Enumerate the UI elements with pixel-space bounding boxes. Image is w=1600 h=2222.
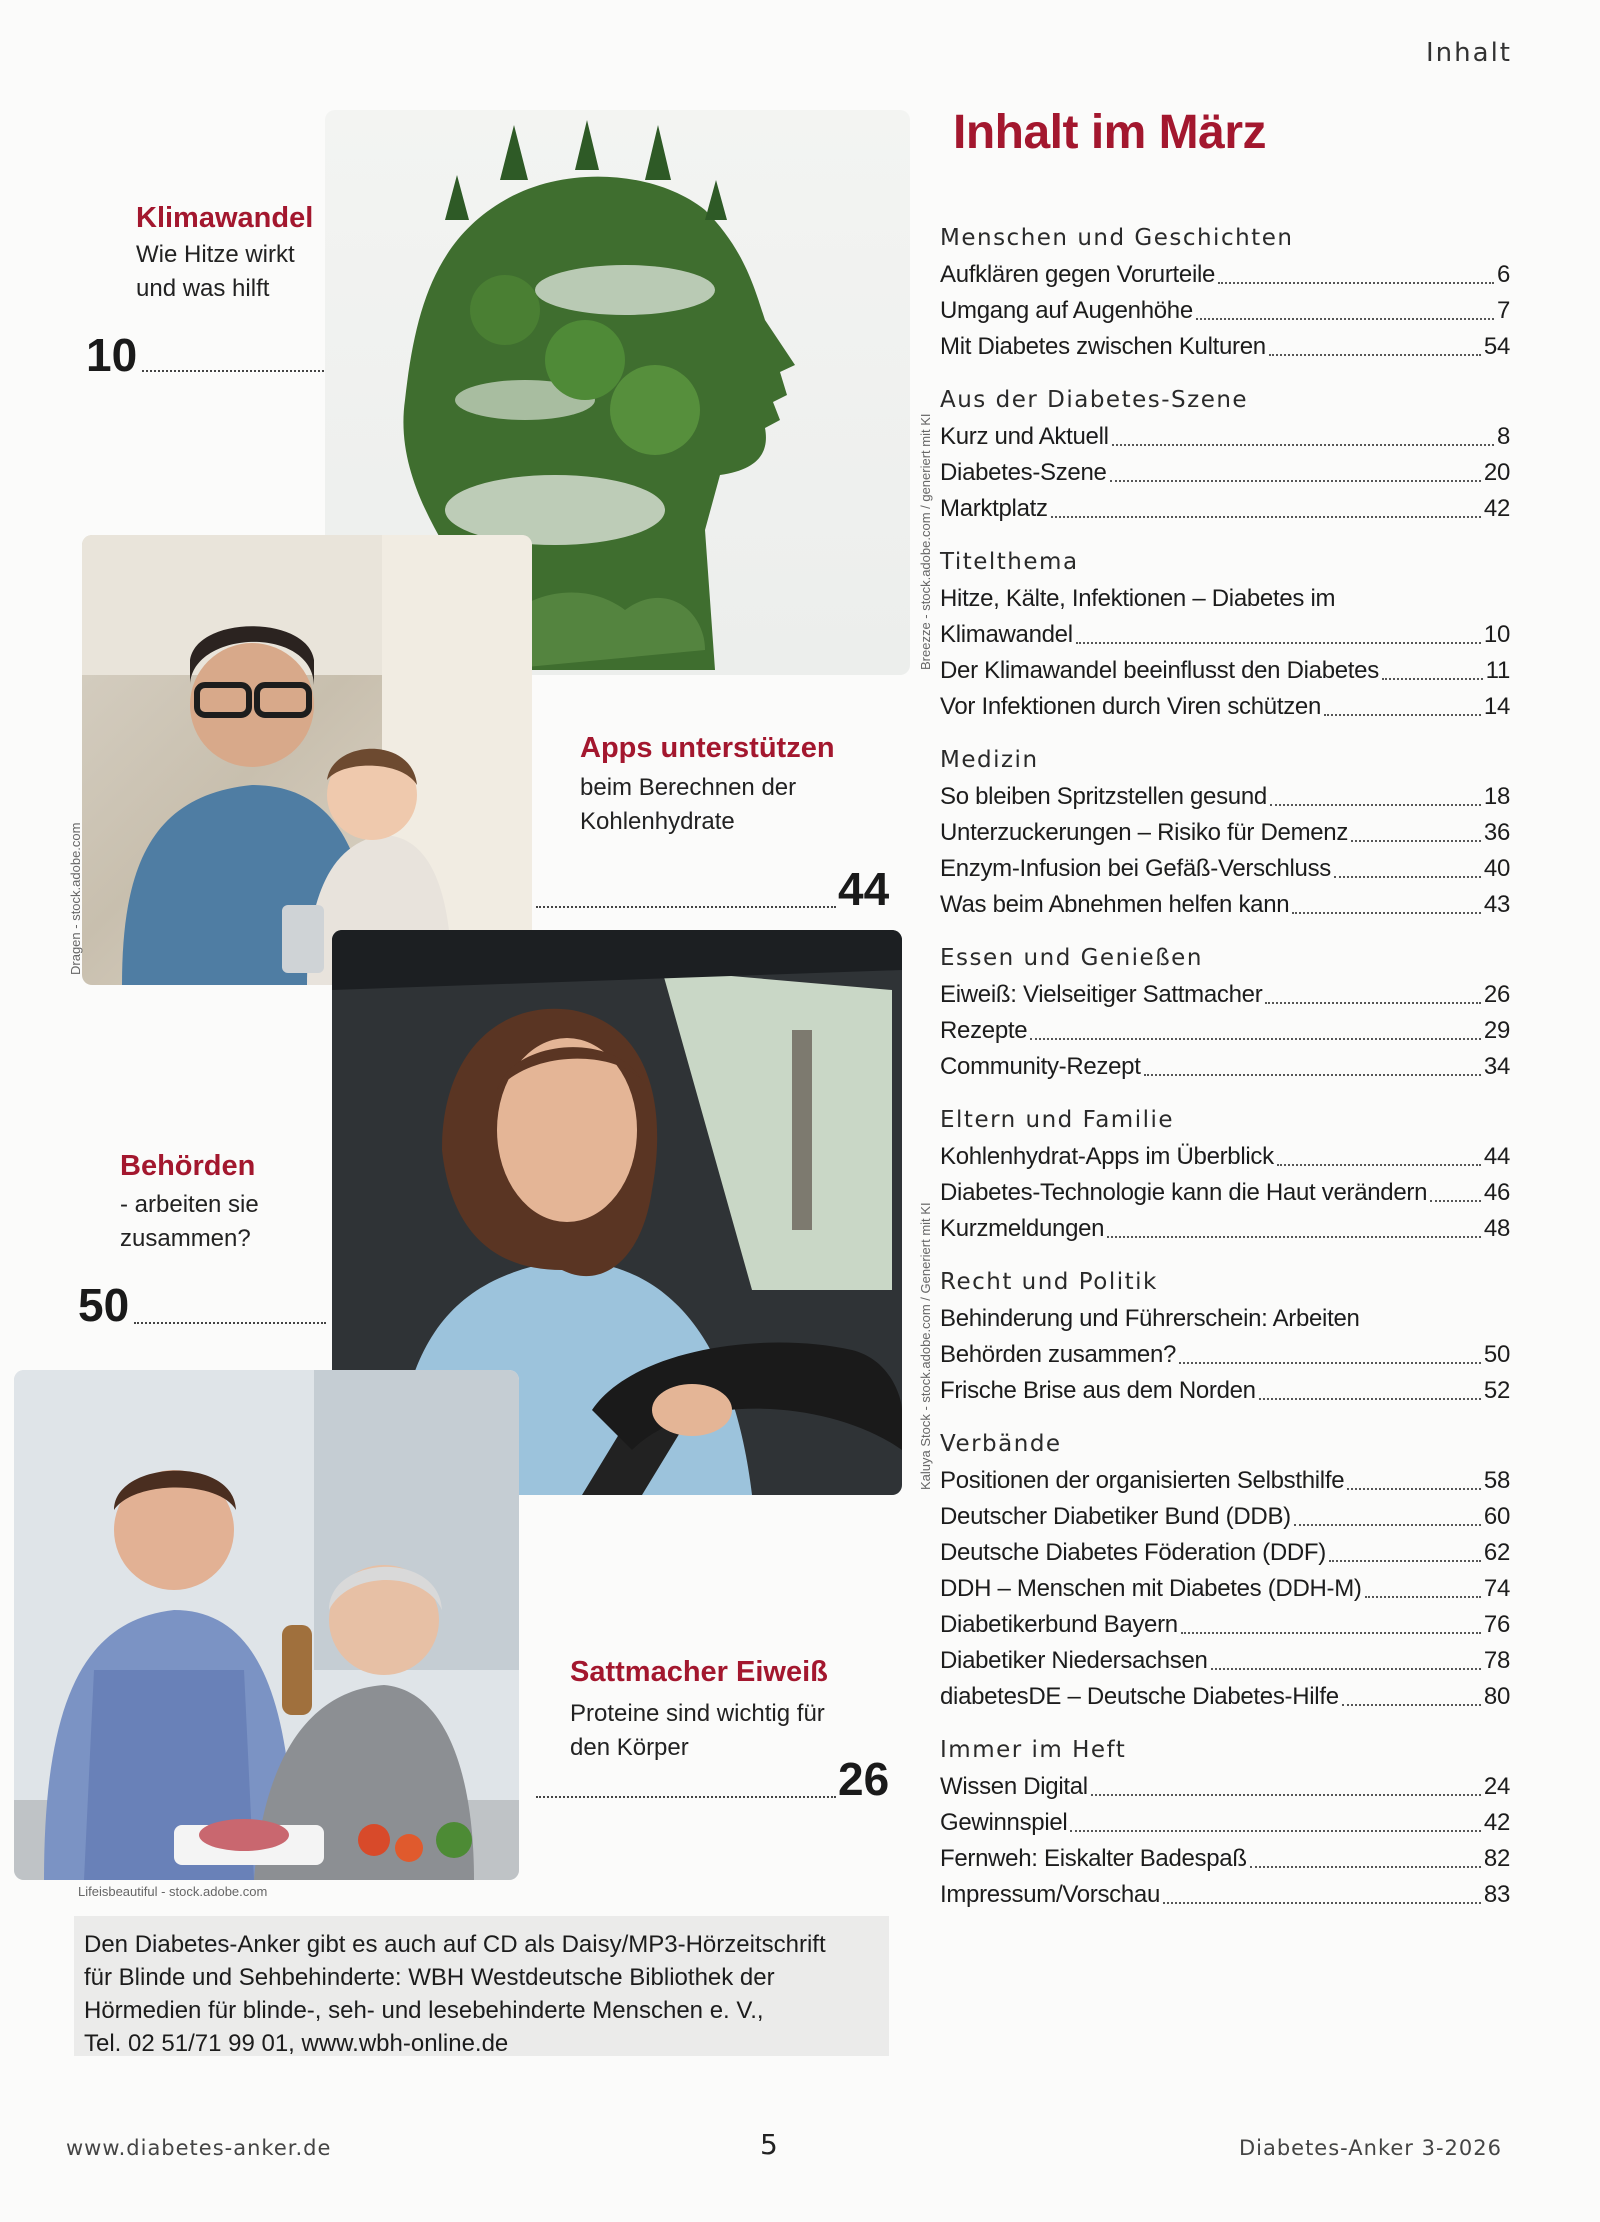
toc-entry-page: 78	[1483, 1647, 1510, 1674]
toc-entry[interactable]	[940, 1679, 1510, 1715]
toc-entry-page: 82	[1483, 1845, 1510, 1872]
toc-entry-page: 26	[1483, 981, 1510, 1008]
audio-edition-info-box	[74, 1916, 889, 2056]
info-line-4: Tel. 02 51/71 99 01, www.wbh-online.de	[84, 2030, 509, 2057]
toc-entry[interactable]	[940, 1535, 1510, 1571]
toc-entry-title: Rezepte	[940, 1017, 1028, 1044]
toc-section-heading: Titelthema	[940, 549, 1079, 575]
toc-entry-page: 11	[1485, 657, 1510, 684]
table-of-contents	[940, 225, 1510, 1935]
toc-entry-page: 8	[1496, 423, 1510, 450]
teaser-apps-line2: Kohlenhydrate	[580, 808, 735, 835]
toc-entry-page: 54	[1483, 333, 1510, 360]
toc-entry[interactable]	[940, 1841, 1510, 1877]
toc-dot-leader	[1347, 1488, 1481, 1490]
toc-entry[interactable]	[940, 851, 1510, 887]
father-photo-credit: Dragen - stock.adobe.com	[68, 822, 83, 975]
toc-dot-leader	[1196, 318, 1494, 320]
toc-dot-leader	[1329, 1560, 1481, 1562]
toc-dot-leader	[1365, 1596, 1481, 1598]
toc-entry[interactable]	[940, 1499, 1510, 1535]
toc-dot-leader	[1179, 1362, 1481, 1364]
toc-entry-title: Was beim Abnehmen helfen kann	[940, 891, 1290, 918]
toc-entry-title: Behinderung und Führerschein: Arbeiten	[940, 1305, 1360, 1332]
toc-entry[interactable]	[940, 1373, 1510, 1409]
cooking-photo	[14, 1370, 519, 1880]
toc-entry-title: DDH – Menschen mit Diabetes (DDH-M)	[940, 1575, 1362, 1602]
teaser-behoerden-page[interactable]: 50	[78, 1279, 130, 1331]
toc-section	[940, 747, 1510, 923]
toc-entry[interactable]	[940, 1175, 1510, 1211]
toc-entry-page: 29	[1483, 1017, 1510, 1044]
toc-dot-leader	[1382, 678, 1483, 680]
toc-entry[interactable]	[940, 491, 1510, 527]
toc-entry[interactable]	[940, 1805, 1510, 1841]
toc-entry[interactable]	[940, 1607, 1510, 1643]
toc-entry-page: 50	[1483, 1341, 1510, 1368]
toc-entry-title: Kohlenhydrat-Apps im Überblick	[940, 1143, 1274, 1170]
toc-entry-title: Frische Brise aus dem Norden	[940, 1377, 1256, 1404]
toc-dot-leader	[1110, 480, 1481, 482]
toc-entry-page: 43	[1483, 891, 1510, 918]
toc-section	[940, 1107, 1510, 1247]
toc-dot-leader	[1051, 516, 1481, 518]
toc-dot-leader	[1250, 1866, 1481, 1868]
toc-section-heading: Eltern und Familie	[940, 1107, 1175, 1133]
toc-dot-leader	[1324, 714, 1481, 716]
toc-entry[interactable]	[940, 419, 1510, 455]
toc-entry-title: Kurzmeldungen	[940, 1215, 1105, 1242]
teaser-eiweiss-line1: Proteine sind wichtig für	[570, 1700, 825, 1727]
toc-section	[940, 1737, 1510, 1913]
toc-entry-title: Umgang auf Augenhöhe	[940, 297, 1193, 324]
toc-dot-leader	[1211, 1668, 1481, 1670]
toc-entry-page: 10	[1483, 621, 1510, 648]
toc-entry-page: 74	[1483, 1575, 1510, 1602]
toc-dot-leader	[1107, 1236, 1481, 1238]
toc-section-heading: Medizin	[940, 747, 1039, 773]
toc-section-heading: Verbände	[940, 1431, 1062, 1457]
toc-entry[interactable]	[940, 329, 1510, 365]
toc-section	[940, 387, 1510, 527]
toc-entry-page: 58	[1483, 1467, 1510, 1494]
toc-entry-page: 46	[1483, 1179, 1510, 1206]
toc-entry-title: Enzym-Infusion bei Gefäß-Verschluss	[940, 855, 1331, 882]
toc-entry[interactable]	[940, 689, 1510, 725]
toc-entry-title: Community-Rezept	[940, 1053, 1141, 1080]
toc-entry-title: Kurz und Aktuell	[940, 423, 1109, 450]
toc-entry-page: 80	[1483, 1683, 1510, 1710]
teaser-behoerden-line2: zusammen?	[120, 1225, 251, 1252]
toc-entry-page: 60	[1483, 1503, 1510, 1530]
toc-entry-page: 76	[1483, 1611, 1510, 1638]
teaser-apps-page[interactable]: 44	[838, 863, 890, 915]
toc-dot-leader	[1277, 1164, 1481, 1166]
toc-entry[interactable]	[940, 1571, 1510, 1607]
toc-entry-page: 34	[1483, 1053, 1510, 1080]
teaser-klima-line1: Wie Hitze wirkt	[136, 241, 295, 268]
toc-section	[940, 225, 1510, 365]
toc-title: Inhalt im März	[953, 106, 1267, 159]
toc-entry[interactable]	[940, 1139, 1510, 1175]
toc-dot-leader	[1181, 1632, 1481, 1634]
toc-dot-leader	[1076, 642, 1481, 644]
toc-entry[interactable]	[940, 653, 1510, 689]
toc-entry-page: 62	[1483, 1539, 1510, 1566]
toc-entry-page: 44	[1483, 1143, 1510, 1170]
toc-entry-page: 20	[1483, 459, 1510, 486]
father-daughter-illustration	[82, 535, 532, 985]
toc-entry-title: Deutsche Diabetes Föderation (DDF)	[940, 1539, 1326, 1566]
cooking-illustration	[14, 1370, 519, 1880]
toc-entry-title: Deutscher Diabetiker Bund (DDB)	[940, 1503, 1291, 1530]
teaser-apps-line1: beim Berechnen der	[580, 774, 797, 801]
toc-dot-leader	[1351, 840, 1481, 842]
toc-entry-page: 83	[1483, 1881, 1510, 1908]
toc-entry-page: 52	[1483, 1377, 1510, 1404]
toc-entry-title: So bleiben Spritzstellen gesund	[940, 783, 1267, 810]
footer-page-number: 5	[760, 2128, 778, 2161]
info-line-3: Hörmedien für blinde-, seh- und lesebehinderte Menschen e. V.,	[84, 1997, 764, 2024]
toc-entry[interactable]	[940, 455, 1510, 491]
toc-entry-page: 14	[1483, 693, 1510, 720]
toc-section-heading: Essen und Genießen	[940, 945, 1203, 971]
toc-entry-title: Wissen Digital	[940, 1773, 1088, 1800]
toc-entry-title: Diabetikerbund Bayern	[940, 1611, 1178, 1638]
toc-entry-title-cont: Klimawandel	[940, 621, 1073, 648]
toc-entry-page: 18	[1483, 783, 1510, 810]
footer-issue: Diabetes-Anker 3-2026	[1238, 2136, 1502, 2160]
section-label: Inhalt	[1426, 38, 1512, 68]
toc-dot-leader	[1030, 1038, 1481, 1040]
toc-entry[interactable]	[940, 1463, 1510, 1499]
toc-section	[940, 549, 1510, 725]
toc-dot-leader	[1342, 1704, 1481, 1706]
toc-dot-leader	[1112, 444, 1494, 446]
toc-dot-leader	[1218, 282, 1494, 284]
teaser-behoerden-leader	[134, 1322, 326, 1324]
toc-entry-page: 42	[1483, 495, 1510, 522]
info-line-1: Den Diabetes-Anker gibt es auch auf CD als Daisy/MP3-Hörzeitschrift	[84, 1931, 826, 1958]
toc-entry-page: 48	[1483, 1215, 1510, 1242]
toc-entry-title: Marktplatz	[940, 495, 1048, 522]
toc-entry-title: Vor Infektionen durch Viren schützen	[940, 693, 1322, 720]
toc-dot-leader	[1163, 1902, 1481, 1904]
toc-section-heading: Immer im Heft	[940, 1737, 1127, 1763]
teaser-klima-title[interactable]: Klimawandel	[136, 202, 314, 234]
teaser-eiweiss-title[interactable]: Sattmacher Eiweiß	[570, 1656, 828, 1688]
toc-entry[interactable]	[940, 977, 1510, 1013]
toc-entry-title: Diabetes-Technologie kann die Haut verändern	[940, 1179, 1428, 1206]
toc-dot-leader	[1144, 1074, 1481, 1076]
toc-entry-title: Diabetes-Szene	[940, 459, 1107, 486]
footer-website[interactable]: www.diabetes-anker.de	[66, 2136, 332, 2160]
toc-entry-title: Hitze, Kälte, Infektionen – Diabetes im	[940, 585, 1336, 612]
toc-dot-leader	[1070, 1830, 1480, 1832]
toc-entry[interactable]	[940, 1013, 1510, 1049]
toc-entry[interactable]	[940, 581, 1510, 653]
teaser-klima-leader	[142, 370, 324, 372]
toc-entry-title: Der Klimawandel beeinflusst den Diabetes	[940, 657, 1379, 684]
toc-entry[interactable]	[940, 257, 1510, 293]
toc-dot-leader	[1294, 1524, 1481, 1526]
toc-section	[940, 1431, 1510, 1715]
teaser-klima-page[interactable]: 10	[86, 329, 138, 381]
toc-entry-page: 7	[1496, 297, 1510, 324]
toc-section-heading: Recht und Politik	[940, 1269, 1158, 1295]
toc-entry[interactable]	[940, 779, 1510, 815]
toc-entry-page: 24	[1483, 1773, 1510, 1800]
toc-entry-title: Aufklären gegen Vorurteile	[940, 261, 1216, 288]
toc-dot-leader	[1265, 1002, 1481, 1004]
toc-entry[interactable]	[940, 1049, 1510, 1085]
driver-photo-credit: Kaluya Stock - stock.adobe.com / Generiert mit KI	[918, 1202, 933, 1490]
toc-entry-title: Unterzuckerungen – Risiko für Demenz	[940, 819, 1349, 846]
toc-section-heading: Aus der Diabetes-Szene	[940, 387, 1249, 413]
cooking-photo-credit: Lifeisbeautiful - stock.adobe.com	[78, 1884, 268, 1899]
toc-entry-title: Positionen der organisierten Selbsthilfe	[940, 1467, 1345, 1494]
teaser-apps-leader	[536, 906, 836, 908]
info-line-2: für Blinde und Sehbehinderte: WBH Westdeutsche Bibliothek der	[84, 1964, 775, 1991]
toc-section	[940, 945, 1510, 1085]
toc-entry-title: Eiweiß: Vielseitiger Sattmacher	[940, 981, 1263, 1008]
toc-section	[940, 1269, 1510, 1409]
toc-entry-page: 6	[1496, 261, 1510, 288]
toc-entry[interactable]	[940, 1211, 1510, 1247]
toc-dot-leader	[1292, 912, 1481, 914]
toc-dot-leader	[1334, 876, 1481, 878]
toc-dot-leader	[1091, 1794, 1481, 1796]
toc-entry-page: 36	[1483, 819, 1510, 846]
toc-dot-leader	[1259, 1398, 1481, 1400]
teaser-apps-title[interactable]: Apps unterstützen	[580, 732, 835, 764]
toc-entry-title: Gewinnspiel	[940, 1809, 1068, 1836]
toc-entry[interactable]	[940, 1301, 1510, 1373]
toc-entry-title: Fernweh: Eiskalter Badespaß	[940, 1845, 1247, 1872]
teaser-behoerden-title[interactable]: Behörden	[120, 1150, 256, 1182]
toc-entry-page: 42	[1483, 1809, 1510, 1836]
toc-dot-leader	[1270, 804, 1481, 806]
toc-entry-title: Diabetiker Niedersachsen	[940, 1647, 1208, 1674]
toc-entry-title: Mit Diabetes zwischen Kulturen	[940, 333, 1266, 360]
toc-entry[interactable]	[940, 1643, 1510, 1679]
toc-section-heading: Menschen und Geschichten	[940, 225, 1294, 251]
toc-entry[interactable]	[940, 815, 1510, 851]
toc-dot-leader	[1269, 354, 1481, 356]
teaser-eiweiss-line2: den Körper	[570, 1734, 689, 1761]
teaser-klima-line2: und was hilft	[136, 275, 270, 302]
toc-entry-page: 40	[1483, 855, 1510, 882]
toc-entry[interactable]	[940, 887, 1510, 923]
toc-dot-leader	[1430, 1200, 1481, 1202]
forest-photo-credit: Breezze - stock.adobe.com / generiert mit KI	[918, 413, 933, 670]
toc-entry-title: diabetesDE – Deutsche Diabetes-Hilfe	[940, 1683, 1339, 1710]
toc-entry[interactable]	[940, 1769, 1510, 1805]
teaser-eiweiss-page[interactable]: 26	[838, 1753, 890, 1805]
toc-entry-title: Impressum/Vorschau	[940, 1881, 1161, 1908]
toc-entry[interactable]	[940, 293, 1510, 329]
father-daughter-photo	[82, 535, 532, 985]
toc-entry-title-cont: Behörden zusammen?	[940, 1341, 1177, 1368]
teaser-behoerden-line1: - arbeiten sie	[120, 1191, 259, 1218]
toc-entry[interactable]	[940, 1877, 1510, 1913]
teaser-eiweiss-leader	[536, 1796, 836, 1798]
